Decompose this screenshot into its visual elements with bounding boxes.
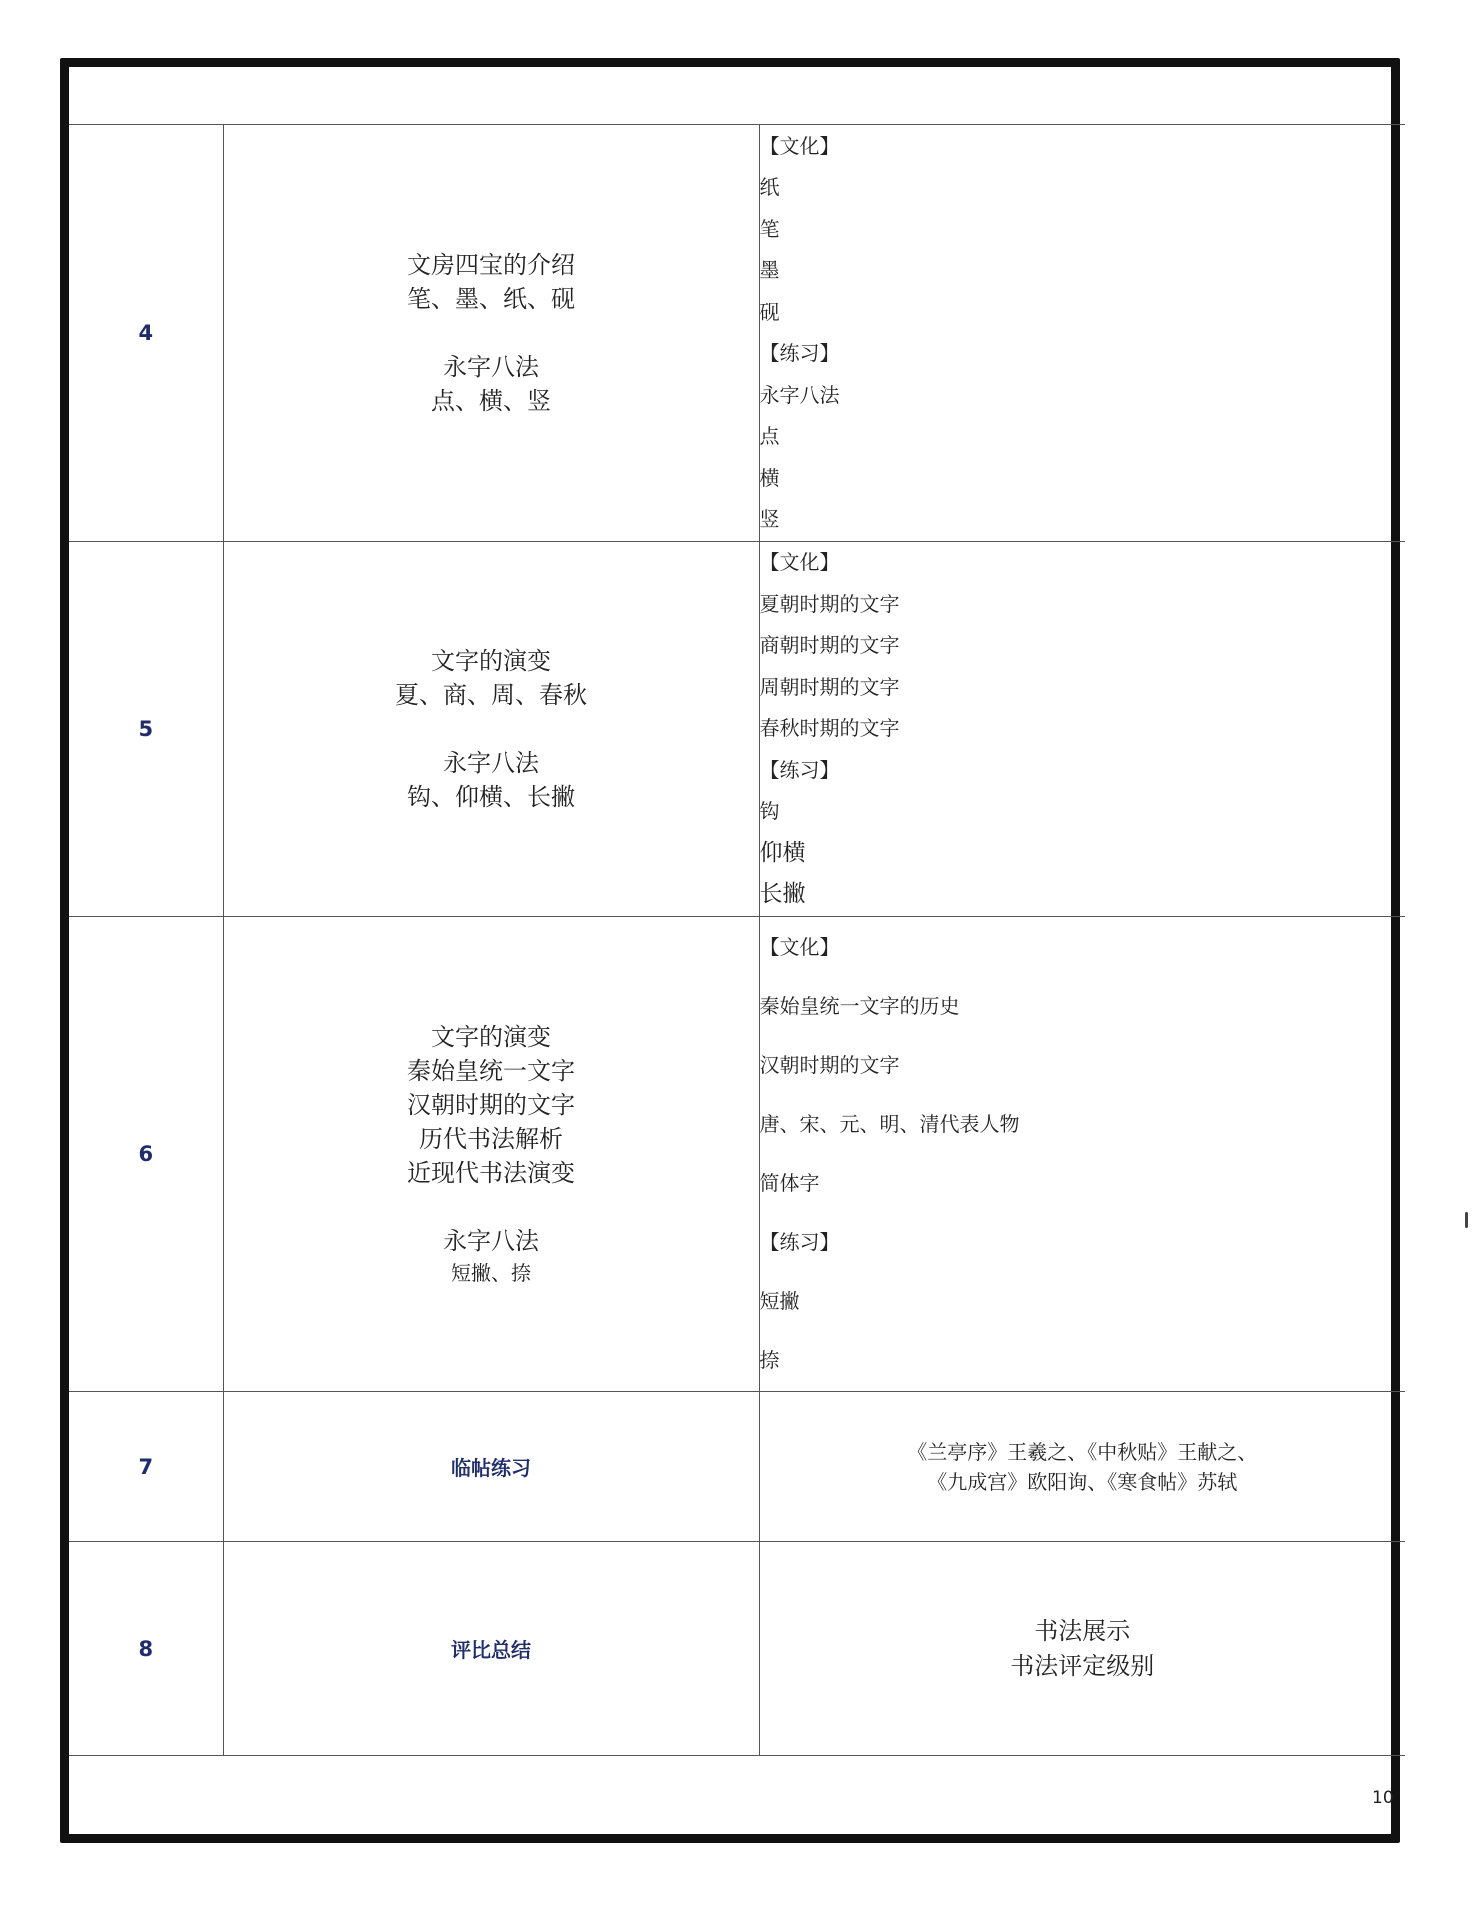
detail-line: 捺 — [759, 1348, 780, 1372]
detail-line: 长撇 — [759, 881, 806, 908]
detail-line: 永字八法 — [759, 382, 840, 407]
lesson-topic — [223, 125, 759, 542]
lesson-detail — [759, 125, 1405, 542]
detail-line: 唐、宋、元、明、清代表人物 — [759, 1112, 1020, 1136]
detail-line: 《兰亭序》王羲之、《中秋贴》王献之、 — [907, 1439, 1258, 1464]
lesson-topic: 评比总结 — [223, 1542, 759, 1756]
lesson-topic — [223, 542, 759, 917]
lesson-number: 5 — [69, 542, 223, 917]
topic-line: 近现代书法演变 — [407, 1159, 575, 1187]
table-row — [69, 917, 1405, 1392]
detail-line: 砚 — [759, 299, 780, 324]
table-row — [69, 542, 1405, 917]
detail-line: 秦始皇统一文字的历史 — [759, 994, 960, 1018]
topic-line: 夏、商、周、春秋 — [395, 681, 587, 709]
topic-line: 永字八法 — [443, 749, 539, 777]
detail-line: 【文化】 — [759, 550, 840, 575]
detail-line: 周朝时期的文字 — [759, 674, 900, 699]
lesson-number: 4 — [69, 125, 223, 542]
lesson-detail — [759, 542, 1405, 917]
detail-line: 笔 — [759, 216, 780, 241]
detail-line: 钩 — [759, 799, 780, 824]
detail-line: 书法评定级别 — [1010, 1651, 1155, 1680]
edge-mark — [1465, 1212, 1468, 1228]
topic-line: 钩、仰横、长撇 — [407, 783, 575, 811]
detail-line: 纸 — [759, 175, 780, 199]
lesson-topic: 临帖练习 — [223, 1392, 759, 1542]
topic-line: 文字的演变 — [431, 647, 551, 675]
detail-line: 【练习】 — [759, 341, 840, 365]
detail-line: 商朝时期的文字 — [759, 633, 900, 658]
detail-line: 【文化】 — [759, 935, 840, 959]
lesson-number: 6 — [69, 917, 223, 1392]
topic-line: 永字八法 — [443, 1227, 539, 1255]
detail-line: 春秋时期的文字 — [759, 716, 900, 741]
topic-line: 永字八法 — [443, 353, 539, 381]
lesson-number: 8 — [69, 1542, 223, 1756]
topic-line: 文房四宝的介绍 — [407, 251, 575, 279]
detail-line: 横 — [759, 465, 780, 490]
detail-line: 竖 — [759, 507, 780, 531]
detail-line: 《九成宫》欧阳询、《寒食帖》苏轼 — [927, 1469, 1238, 1494]
topic-line: 汉朝时期的文字 — [407, 1091, 575, 1119]
lesson-topic — [223, 917, 759, 1392]
topic-line: 点、横、竖 — [431, 387, 551, 415]
table-row — [69, 1392, 1405, 1542]
lesson-detail — [759, 917, 1405, 1392]
detail-line: 【文化】 — [759, 133, 840, 158]
topic-line: 秦始皇统一文字 — [407, 1057, 575, 1085]
topic-line: 文字的演变 — [431, 1023, 551, 1051]
lesson-detail — [759, 1542, 1405, 1756]
topic-line: 历代书法解析 — [419, 1125, 563, 1153]
detail-line: 夏朝时期的文字 — [759, 591, 900, 616]
page-number: 10 — [1372, 1788, 1394, 1808]
table-row — [69, 1542, 1405, 1756]
detail-line: 简体字 — [759, 1171, 820, 1195]
detail-line: 【练习】 — [759, 757, 840, 782]
lesson-detail — [759, 1392, 1405, 1542]
table-row — [69, 125, 1405, 542]
detail-line: 墨 — [759, 258, 780, 282]
detail-line: 汉朝时期的文字 — [759, 1053, 900, 1077]
curriculum-table — [69, 124, 1405, 1756]
detail-line: 短撇 — [759, 1289, 800, 1313]
detail-line: 【练习】 — [759, 1230, 840, 1254]
detail-line: 书法展示 — [1034, 1616, 1131, 1645]
detail-line: 仰横 — [759, 839, 806, 866]
detail-line: 点 — [759, 424, 780, 448]
topic-line: 笔、墨、纸、砚 — [407, 285, 575, 313]
lesson-number: 7 — [69, 1392, 223, 1542]
topic-line: 短撇、捺 — [451, 1261, 531, 1285]
